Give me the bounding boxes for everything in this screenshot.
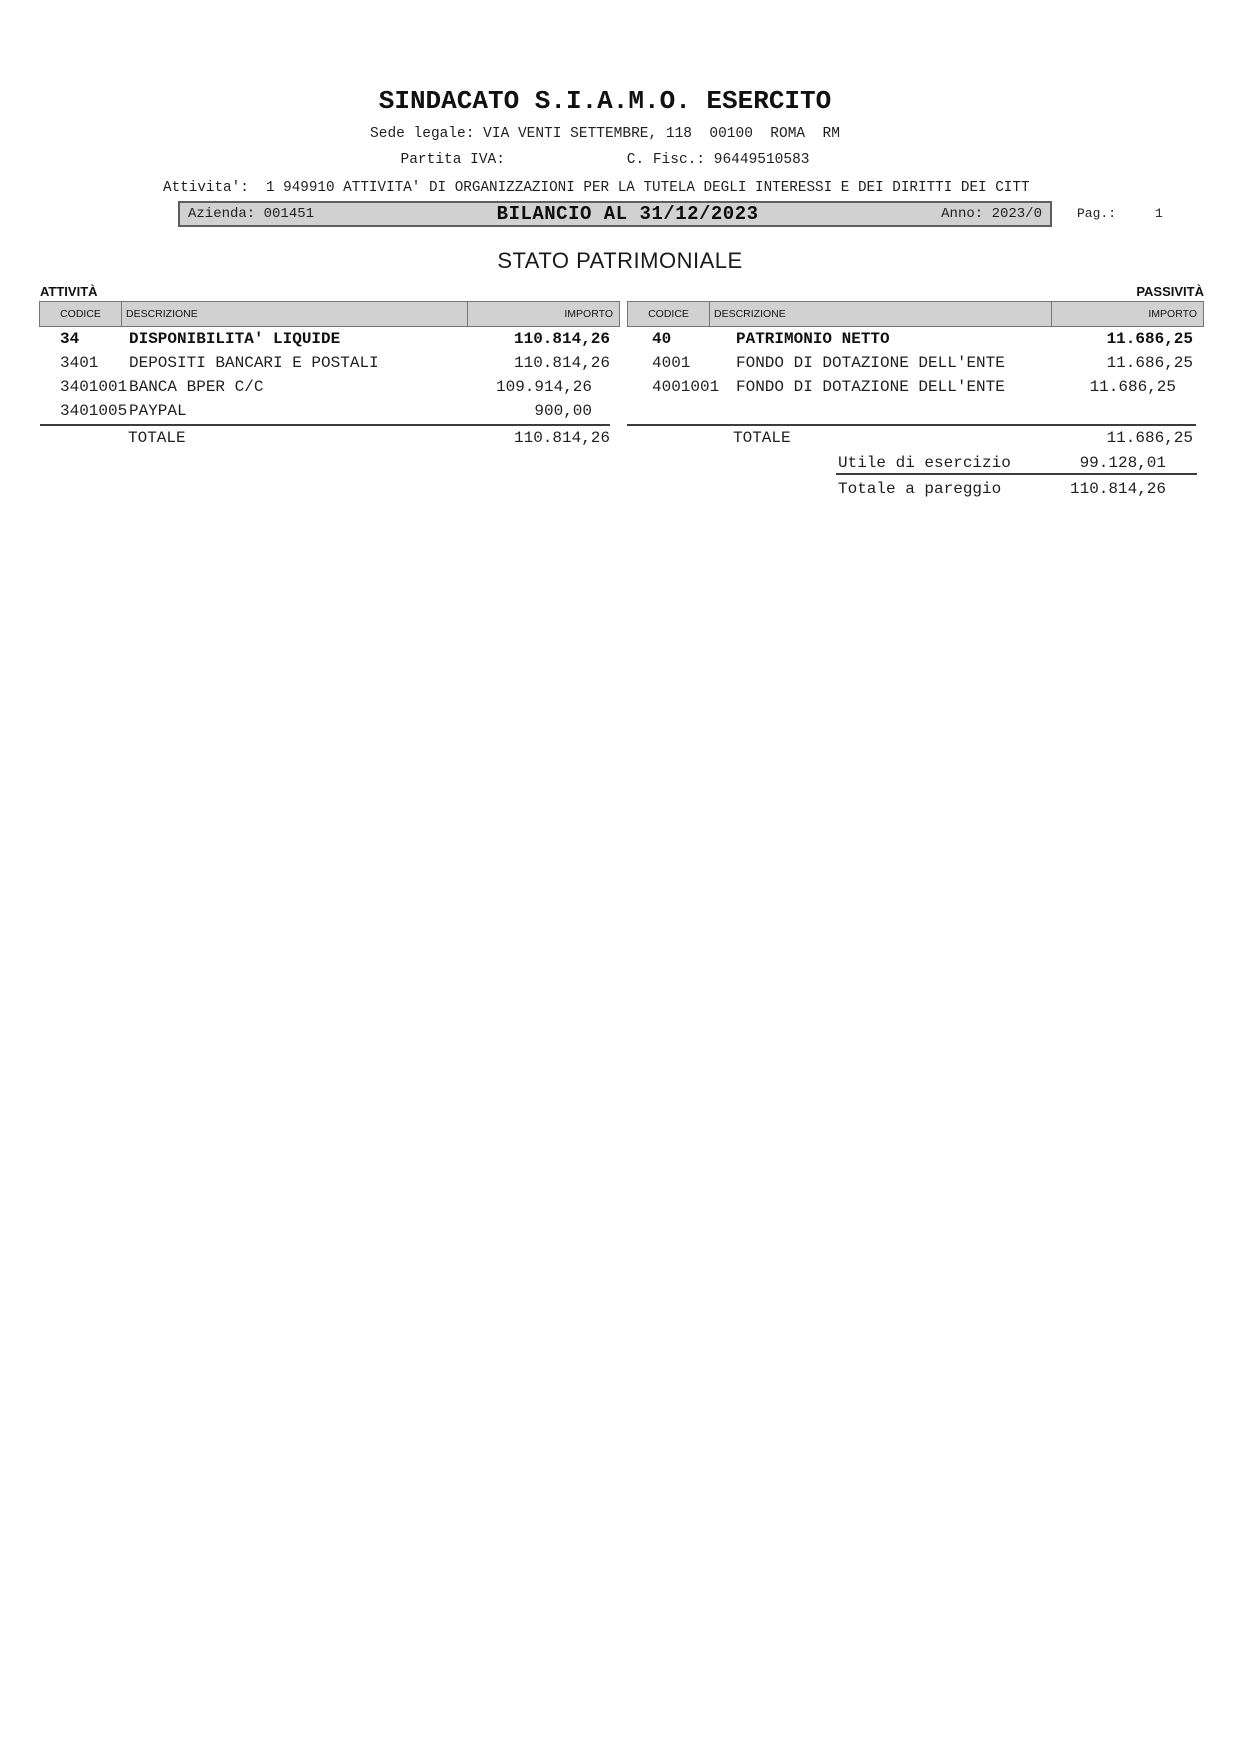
assets-label: ATTIVITÀ [40, 284, 98, 299]
company-title: SINDACATO S.I.A.M.O. ESERCITO [378, 86, 832, 116]
report-title: BILANCIO AL 31/12/2023 [496, 203, 759, 225]
liabilities-header-descrizione: DESCRIZIONE [714, 308, 786, 320]
assets-total-rule [40, 424, 610, 426]
row-descrizione: PAYPAL [129, 402, 187, 420]
assets-total-amount: 110.814,26 [513, 429, 610, 447]
row-codice: 40 [652, 330, 672, 348]
table-row [39, 327, 620, 351]
row-codice: 4001 [652, 354, 691, 372]
activity-line: Attivita': 1 949910 ATTIVITA' DI ORGANIZZAZIONI PER LA TUTELA DEGLI INTERESSI E DEI DIRITTI DEI CITT [163, 180, 1030, 196]
assets-total-label: TOTALE [128, 429, 186, 447]
liabilities-total-label: TOTALE [733, 429, 791, 447]
row-codice: 3401005 [60, 402, 128, 420]
row-importo: 900,00 [534, 402, 592, 420]
page-number-value: 1 [1155, 206, 1163, 221]
assets-header-codice: CODICE [40, 302, 122, 326]
liabilities-label: PASSIVITÀ [1136, 284, 1204, 299]
row-codice: 3401001 [60, 378, 128, 396]
liabilities-total-amount: 11.686,25 [1106, 429, 1193, 447]
row-importo: 110.814,26 [513, 354, 610, 372]
profit-amount: 99.128,01 [1079, 454, 1166, 472]
row-descrizione: FONDO DI DOTAZIONE DELL'ENTE [736, 378, 1005, 396]
section-title: STATO PATRIMONIALE [497, 248, 743, 273]
row-importo: 11.686,25 [1089, 378, 1176, 396]
liabilities-header-importo: IMPORTO [1051, 302, 1203, 326]
assets-total-row [39, 428, 620, 449]
assets-table-body [39, 327, 620, 423]
liabilities-table-body [627, 327, 1204, 399]
table-row [39, 375, 620, 399]
row-descrizione: PATRIMONIO NETTO [736, 330, 890, 348]
profit-rule [836, 473, 1197, 475]
balancing-total-row [627, 479, 1204, 499]
table-row [39, 399, 620, 423]
table-row [627, 351, 1204, 375]
registered-office-line: Sede legale: VIA VENTI SETTEMBRE, 118 00100 ROMA RM [370, 126, 840, 142]
row-descrizione: DEPOSITI BANCARI E POSTALI [129, 354, 379, 372]
row-importo: 109.914,26 [495, 378, 592, 396]
table-row [627, 375, 1204, 399]
balancing-total-amount: 110.814,26 [1069, 480, 1166, 498]
row-codice: 3401 [60, 354, 99, 372]
row-codice: 4001001 [652, 378, 720, 396]
report-banner [178, 201, 1052, 227]
row-importo: 110.814,26 [513, 330, 610, 348]
row-codice: 34 [60, 330, 80, 348]
table-row [627, 327, 1204, 351]
page-number-label: Pag.: [1077, 206, 1117, 221]
row-importo: 11.686,25 [1106, 354, 1193, 372]
assets-table-header [39, 301, 620, 327]
table-row [39, 351, 620, 375]
vat-fiscal-line: Partita IVA: C. Fisc.: 96449510583 [400, 152, 810, 168]
company-code: Azienda: 001451 [188, 206, 315, 222]
row-descrizione: FONDO DI DOTAZIONE DELL'ENTE [736, 354, 1005, 372]
year-label: Anno: 2023/0 [941, 206, 1042, 222]
assets-header-importo: IMPORTO [467, 302, 619, 326]
assets-header-descrizione: DESCRIZIONE [126, 308, 198, 320]
profit-row [627, 453, 1204, 473]
liabilities-table-header [627, 301, 1204, 327]
row-importo: 11.686,25 [1106, 330, 1193, 348]
balancing-total-label: Totale a pareggio [838, 480, 1002, 498]
row-descrizione: BANCA BPER C/C [129, 378, 264, 396]
liabilities-total-row [627, 428, 1204, 449]
profit-label: Utile di esercizio [838, 454, 1011, 472]
row-descrizione: DISPONIBILITA' LIQUIDE [129, 330, 341, 348]
liabilities-header-codice: CODICE [628, 302, 710, 326]
liabilities-total-rule [627, 424, 1196, 426]
